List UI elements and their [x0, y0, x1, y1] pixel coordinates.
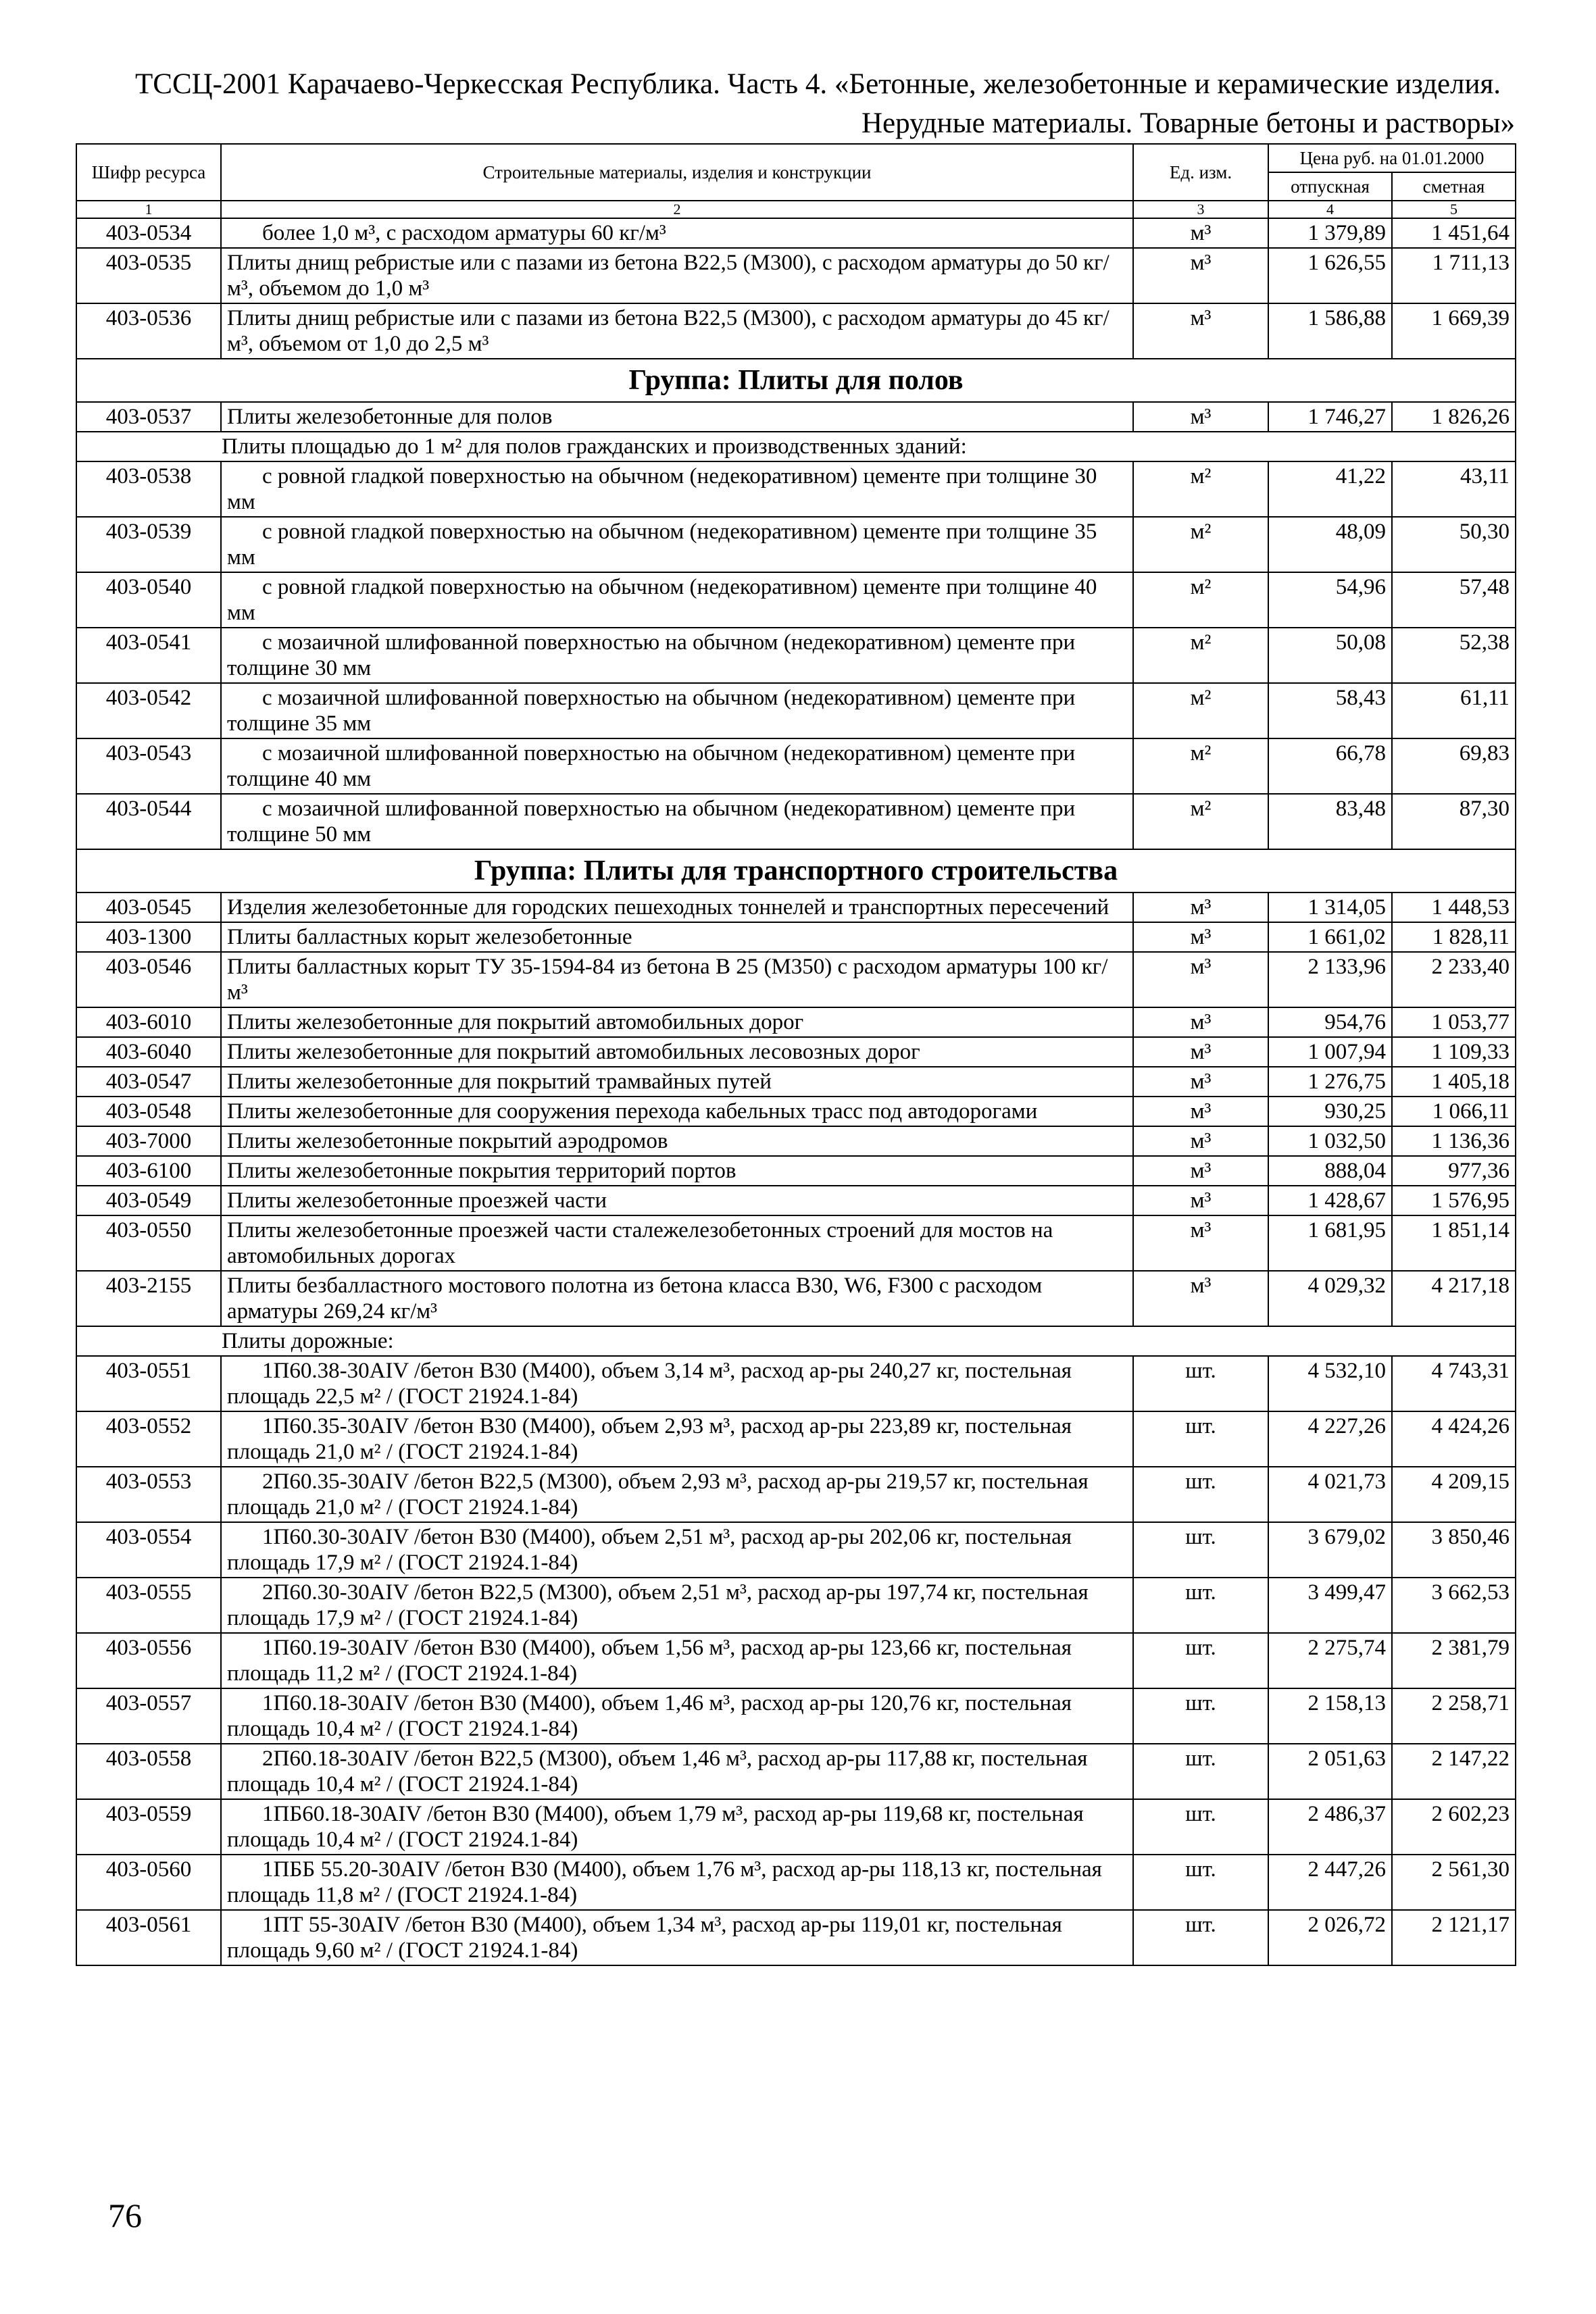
unit-cell: шт. [1133, 1688, 1268, 1744]
table-row [76, 1910, 1516, 1965]
resource-code-cell: 403-0535 [76, 248, 221, 303]
price-table-body [76, 218, 1516, 1965]
unit-cell: м² [1133, 738, 1268, 794]
resource-code-cell: 403-0560 [76, 1855, 221, 1910]
unit-cell: шт. [1133, 1411, 1268, 1467]
unit-cell: м³ [1133, 892, 1268, 922]
release-price-cell: 1 586,88 [1268, 303, 1392, 359]
release-price-cell: 3 499,47 [1268, 1578, 1392, 1633]
unit-cell: м³ [1133, 402, 1268, 432]
resource-code-cell: 403-6040 [76, 1037, 221, 1067]
estimate-price-cell: 1 451,64 [1392, 218, 1516, 248]
release-price-cell: 54,96 [1268, 572, 1392, 628]
table-row [76, 1411, 1516, 1467]
release-price-cell: 48,09 [1268, 517, 1392, 572]
material-name-cell: с ровной гладкой поверхностью на обычном (недекоративном) цементе при толщине 35 мм [221, 517, 1133, 572]
column-number: 2 [221, 201, 1133, 218]
table-row [76, 461, 1516, 517]
table-row [76, 1271, 1516, 1326]
release-price-cell: 2 026,72 [1268, 1910, 1392, 1965]
estimate-price-cell: 1 826,26 [1392, 402, 1516, 432]
material-name-cell: 1ПБ60.18-30AIV /бетон В30 (М400), объем 1,79 м³, расход ар-ры 119,68 кг, постельная площадь 10,4 м² / (ГОСТ 21924.1-84) [221, 1799, 1133, 1855]
resource-code-cell: 403-1300 [76, 922, 221, 952]
resource-code-cell: 403-2155 [76, 1271, 221, 1326]
estimate-price-cell: 1 828,11 [1392, 922, 1516, 952]
table-row [76, 218, 1516, 248]
table-row [76, 517, 1516, 572]
estimate-price-cell: 977,36 [1392, 1156, 1516, 1186]
release-price-cell: 1 032,50 [1268, 1126, 1392, 1156]
resource-code-cell: 403-0554 [76, 1522, 221, 1578]
unit-cell: шт. [1133, 1356, 1268, 1411]
release-price-cell: 3 679,02 [1268, 1522, 1392, 1578]
resource-code-cell: 403-0541 [76, 628, 221, 683]
table-row [76, 1467, 1516, 1522]
table-row [76, 683, 1516, 738]
unit-cell: м³ [1133, 1156, 1268, 1186]
table-row [76, 1633, 1516, 1688]
material-name-cell: с мозаичной шлифованной поверхностью на обычном (недекоративном) цементе при толщине 30 мм [221, 628, 1133, 683]
unit-cell: м³ [1133, 1037, 1268, 1067]
estimate-price-cell: 3 850,46 [1392, 1522, 1516, 1578]
release-price-cell: 66,78 [1268, 738, 1392, 794]
estimate-price-cell: 57,48 [1392, 572, 1516, 628]
material-name-cell: Плиты железобетонные для покрытий автомобильных лесовозных дорог [221, 1037, 1133, 1067]
release-price-cell: 1 276,75 [1268, 1067, 1392, 1097]
resource-code-cell: 403-0557 [76, 1688, 221, 1744]
release-price-cell: 1 379,89 [1268, 218, 1392, 248]
material-name-cell: Плиты железобетонные покрытия территорий портов [221, 1156, 1133, 1186]
material-name-cell: Плиты железобетонные проезжей части сталежелезобетонных строений для мостов на автомобильных дорогах [221, 1215, 1133, 1271]
estimate-price-cell: 50,30 [1392, 517, 1516, 572]
material-name-cell: 1П60.35-30AIV /бетон В30 (М400), объем 2,93 м³, расход ар-ры 223,89 кг, постельная площадь 21,0 м² / (ГОСТ 21924.1-84) [221, 1411, 1133, 1467]
material-name-cell: 1П60.38-30AIV /бетон В30 (М400), объем 3,14 м³, расход ар-ры 240,27 кг, постельная площадь 22,5 м² / (ГОСТ 21924.1-84) [221, 1356, 1133, 1411]
price-table [76, 143, 1516, 1966]
release-price-cell: 2 158,13 [1268, 1688, 1392, 1744]
estimate-price-cell: 2 561,30 [1392, 1855, 1516, 1910]
estimate-price-cell: 2 381,79 [1392, 1633, 1516, 1688]
table-row [76, 1578, 1516, 1633]
release-price-cell: 4 227,26 [1268, 1411, 1392, 1467]
unit-cell: шт. [1133, 1633, 1268, 1688]
resource-code-cell: 403-0559 [76, 1799, 221, 1855]
material-name-cell: 1П60.19-30AIV /бетон В30 (М400), объем 1,56 м³, расход ар-ры 123,66 кг, постельная площадь 11,2 м² / (ГОСТ 21924.1-84) [221, 1633, 1133, 1688]
estimate-price-cell: 1 669,39 [1392, 303, 1516, 359]
estimate-price-cell: 2 147,22 [1392, 1744, 1516, 1799]
resource-code-cell: 403-0558 [76, 1744, 221, 1799]
resource-code-cell: 403-0553 [76, 1467, 221, 1522]
material-name-cell: 2П60.30-30AIV /бетон В22,5 (М300), объем 2,51 м³, расход ар-ры 197,74 кг, постельная площадь 17,9 м² / (ГОСТ 21924.1-84) [221, 1578, 1133, 1633]
material-name-cell: Плиты днищ ребристые или с пазами из бетона В22,5 (М300), с расходом арматуры до 45 кг/м³, объемом от 1,0 до 2,5 м³ [221, 303, 1133, 359]
release-price-cell: 954,76 [1268, 1007, 1392, 1037]
table-row [76, 1688, 1516, 1744]
estimate-price-cell: 43,11 [1392, 461, 1516, 517]
unit-cell: м³ [1133, 1067, 1268, 1097]
group-heading: Группа: Плиты для транспортного строительства [76, 849, 1516, 892]
column-number: 3 [1133, 201, 1268, 218]
resource-code-cell: 403-6100 [76, 1156, 221, 1186]
estimate-price-cell: 3 662,53 [1392, 1578, 1516, 1633]
material-name-cell: 1П60.30-30AIV /бетон В30 (М400), объем 2,51 м³, расход ар-ры 202,06 кг, постельная площадь 17,9 м² / (ГОСТ 21924.1-84) [221, 1522, 1133, 1578]
estimate-price-cell: 52,38 [1392, 628, 1516, 683]
table-row [76, 794, 1516, 849]
table-row [76, 1097, 1516, 1126]
unit-cell: шт. [1133, 1855, 1268, 1910]
table-row [76, 1037, 1516, 1067]
material-name-cell: с ровной гладкой поверхностью на обычном (недекоративном) цементе при толщине 30 мм [221, 461, 1133, 517]
resource-code-cell: 403-0549 [76, 1186, 221, 1215]
table-row [76, 1215, 1516, 1271]
release-price-cell: 1 626,55 [1268, 248, 1392, 303]
resource-code-cell: 403-0556 [76, 1633, 221, 1688]
column-numbers-row [76, 201, 1516, 218]
material-name-cell: 1П60.18-30AIV /бетон В30 (М400), объем 1,46 м³, расход ар-ры 120,76 кг, постельная площадь 10,4 м² / (ГОСТ 21924.1-84) [221, 1688, 1133, 1744]
unit-cell: шт. [1133, 1799, 1268, 1855]
unit-cell: м² [1133, 794, 1268, 849]
unit-cell: м³ [1133, 1097, 1268, 1126]
release-price-cell: 1 746,27 [1268, 402, 1392, 432]
material-name-cell: с ровной гладкой поверхностью на обычном (недекоративном) цементе при толщине 40 мм [221, 572, 1133, 628]
estimate-price-cell: 1 405,18 [1392, 1067, 1516, 1097]
column-header-unit: Ед. изм. [1133, 144, 1268, 201]
material-name-cell: с мозаичной шлифованной поверхностью на обычном (недекоративном) цементе при толщине 40 мм [221, 738, 1133, 794]
resource-code-cell: 403-0540 [76, 572, 221, 628]
resource-code-cell: 403-0534 [76, 218, 221, 248]
resource-code-cell: 403-0551 [76, 1356, 221, 1411]
resource-code-cell: 403-0542 [76, 683, 221, 738]
release-price-cell: 2 133,96 [1268, 952, 1392, 1007]
material-name-cell: Плиты железобетонные для покрытий трамвайных путей [221, 1067, 1133, 1097]
subheading-row [76, 1326, 1516, 1356]
release-price-cell: 4 021,73 [1268, 1467, 1392, 1522]
table-row [76, 1744, 1516, 1799]
resource-code-cell: 403-0545 [76, 892, 221, 922]
estimate-price-cell: 4 424,26 [1392, 1411, 1516, 1467]
unit-cell: м³ [1133, 218, 1268, 248]
price-table-header [76, 144, 1516, 218]
material-name-cell: Плиты железобетонные проезжей части [221, 1186, 1133, 1215]
unit-cell: м² [1133, 628, 1268, 683]
release-price-cell: 50,08 [1268, 628, 1392, 683]
column-header-price-group: Цена руб. на 01.01.2000 [1268, 144, 1516, 172]
material-name-cell: Плиты балластных корыт железобетонные [221, 922, 1133, 952]
estimate-price-cell: 1 136,36 [1392, 1126, 1516, 1156]
page-number: 76 [108, 2196, 142, 2234]
table-row [76, 402, 1516, 432]
material-name-cell: 2П60.35-30AIV /бетон В22,5 (М300), объем 2,93 м³, расход ар-ры 219,57 кг, постельная площадь 21,0 м² / (ГОСТ 21924.1-84) [221, 1467, 1133, 1522]
release-price-cell: 2 447,26 [1268, 1855, 1392, 1910]
table-row [76, 303, 1516, 359]
estimate-price-cell: 2 602,23 [1392, 1799, 1516, 1855]
release-price-cell: 1 681,95 [1268, 1215, 1392, 1271]
column-header-price-estimate: сметная [1392, 172, 1516, 201]
table-row [76, 1356, 1516, 1411]
material-name-cell: 2П60.18-30AIV /бетон В22,5 (М300), объем 1,46 м³, расход ар-ры 117,88 кг, постельная площадь 10,4 м² / (ГОСТ 21924.1-84) [221, 1744, 1133, 1799]
material-name-cell: 1ПТ 55-30AIV /бетон В30 (М400), объем 1,34 м³, расход ар-ры 119,01 кг, постельная площадь 9,60 м² / (ГОСТ 21924.1-84) [221, 1910, 1133, 1965]
release-price-cell: 1 661,02 [1268, 922, 1392, 952]
release-price-cell: 58,43 [1268, 683, 1392, 738]
material-name-cell: Плиты железобетонные для полов [221, 402, 1133, 432]
subheading: Плиты площадью до 1 м² для полов гражданских и производственных зданий: [76, 432, 1516, 461]
estimate-price-cell: 2 233,40 [1392, 952, 1516, 1007]
resource-code-cell: 403-0539 [76, 517, 221, 572]
estimate-price-cell: 1 066,11 [1392, 1097, 1516, 1126]
unit-cell: м³ [1133, 248, 1268, 303]
table-row [76, 1156, 1516, 1186]
estimate-price-cell: 1 851,14 [1392, 1215, 1516, 1271]
resource-code-cell: 403-0552 [76, 1411, 221, 1467]
estimate-price-cell: 2 121,17 [1392, 1910, 1516, 1965]
estimate-price-cell: 61,11 [1392, 683, 1516, 738]
unit-cell: м³ [1133, 1186, 1268, 1215]
unit-cell: шт. [1133, 1578, 1268, 1633]
group-heading: Группа: Плиты для полов [76, 359, 1516, 402]
material-name-cell: Плиты железобетонные для сооружения перехода кабельных трасс под автодорогами [221, 1097, 1133, 1126]
resource-code-cell: 403-7000 [76, 1126, 221, 1156]
unit-cell: м³ [1133, 1007, 1268, 1037]
material-name-cell: Изделия железобетонные для городских пешеходных тоннелей и транспортных пересечений [221, 892, 1133, 922]
column-number: 1 [76, 201, 221, 218]
subheading-row [76, 432, 1516, 461]
table-row [76, 1855, 1516, 1910]
release-price-cell: 1 428,67 [1268, 1186, 1392, 1215]
release-price-cell: 4 029,32 [1268, 1271, 1392, 1326]
material-name-cell: Плиты железобетонные покрытий аэродромов [221, 1126, 1133, 1156]
release-price-cell: 930,25 [1268, 1097, 1392, 1126]
unit-cell: м³ [1133, 952, 1268, 1007]
resource-code-cell: 403-0536 [76, 303, 221, 359]
release-price-cell: 1 314,05 [1268, 892, 1392, 922]
estimate-price-cell: 4 743,31 [1392, 1356, 1516, 1411]
table-row [76, 572, 1516, 628]
table-row [76, 952, 1516, 1007]
column-number: 5 [1392, 201, 1516, 218]
unit-cell: м³ [1133, 1215, 1268, 1271]
resource-code-cell: 403-0543 [76, 738, 221, 794]
material-name-cell: Плиты балластных корыт ТУ 35-1594-84 из бетона В 25 (М350) с расходом арматуры 100 кг/м³ [221, 952, 1133, 1007]
table-row [76, 248, 1516, 303]
estimate-price-cell: 1 053,77 [1392, 1007, 1516, 1037]
resource-code-cell: 403-0544 [76, 794, 221, 849]
material-name-cell: Плиты железобетонные для покрытий автомобильных дорог [221, 1007, 1133, 1037]
unit-cell: шт. [1133, 1467, 1268, 1522]
unit-cell: м³ [1133, 1271, 1268, 1326]
material-name-cell: 1ПББ 55.20-30AIV /бетон В30 (М400), объем 1,76 м³, расход ар-ры 118,13 кг, постельная площадь 11,8 м² / (ГОСТ 21924.1-84) [221, 1855, 1133, 1910]
resource-code-cell: 403-0546 [76, 952, 221, 1007]
estimate-price-cell: 4 217,18 [1392, 1271, 1516, 1326]
unit-cell: м² [1133, 517, 1268, 572]
estimate-price-cell: 1 109,33 [1392, 1037, 1516, 1067]
resource-code-cell: 403-0548 [76, 1097, 221, 1126]
unit-cell: шт. [1133, 1744, 1268, 1799]
group-heading-row [76, 849, 1516, 892]
unit-cell: м³ [1133, 303, 1268, 359]
table-row [76, 1126, 1516, 1156]
column-header-price-release: отпускная [1268, 172, 1392, 201]
resource-code-cell: 403-0547 [76, 1067, 221, 1097]
group-heading-row [76, 359, 1516, 402]
release-price-cell: 1 007,94 [1268, 1037, 1392, 1067]
estimate-price-cell: 4 209,15 [1392, 1467, 1516, 1522]
estimate-price-cell: 2 258,71 [1392, 1688, 1516, 1744]
release-price-cell: 2 275,74 [1268, 1633, 1392, 1688]
table-row [76, 628, 1516, 683]
table-row [76, 892, 1516, 922]
subheading: Плиты дорожные: [76, 1326, 1516, 1356]
table-row [76, 922, 1516, 952]
material-name-cell: Плиты днищ ребристые или с пазами из бетона В22,5 (М300), с расходом арматуры до 50 кг/м³, объемом до 1,0 м³ [221, 248, 1133, 303]
table-row [76, 738, 1516, 794]
unit-cell: м² [1133, 461, 1268, 517]
table-row [76, 1186, 1516, 1215]
material-name-cell: с мозаичной шлифованной поверхностью на обычном (недекоративном) цементе при толщине 50 мм [221, 794, 1133, 849]
release-price-cell: 83,48 [1268, 794, 1392, 849]
header-title-line-2: Нерудные материалы. Товарные бетоны и растворы» [861, 107, 1515, 139]
resource-code-cell: 403-0550 [76, 1215, 221, 1271]
table-row [76, 1522, 1516, 1578]
estimate-price-cell: 87,30 [1392, 794, 1516, 849]
material-name-cell: Плиты безбалластного мостового полотна из бетона класса В30, W6, F300 с расходом арматуры 269,24 кг/м³ [221, 1271, 1133, 1326]
resource-code-cell: 403-0555 [76, 1578, 221, 1633]
unit-cell: м³ [1133, 922, 1268, 952]
material-name-cell: с мозаичной шлифованной поверхностью на обычном (недекоративном) цементе при толщине 35 мм [221, 683, 1133, 738]
release-price-cell: 2 486,37 [1268, 1799, 1392, 1855]
column-header-name: Строительные материалы, изделия и конструкции [221, 144, 1133, 201]
material-name-cell: более 1,0 м³, с расходом арматуры 60 кг/м³ [221, 218, 1133, 248]
release-price-cell: 4 532,10 [1268, 1356, 1392, 1411]
release-price-cell: 2 051,63 [1268, 1744, 1392, 1799]
unit-cell: м² [1133, 683, 1268, 738]
column-number: 4 [1268, 201, 1392, 218]
resource-code-cell: 403-0537 [76, 402, 221, 432]
estimate-price-cell: 1 448,53 [1392, 892, 1516, 922]
table-row [76, 1799, 1516, 1855]
header-title-line-1: ТССЦ-2001 Карачаево-Черкесская Республика. Часть 4. «Бетонные, железобетонные и керамические изделия. [135, 68, 1501, 100]
estimate-price-cell: 69,83 [1392, 738, 1516, 794]
estimate-price-cell: 1 711,13 [1392, 248, 1516, 303]
unit-cell: шт. [1133, 1910, 1268, 1965]
unit-cell: м³ [1133, 1126, 1268, 1156]
table-row [76, 1007, 1516, 1037]
unit-cell: шт. [1133, 1522, 1268, 1578]
release-price-cell: 41,22 [1268, 461, 1392, 517]
document-header [76, 65, 1515, 143]
table-row [76, 1067, 1516, 1097]
resource-code-cell: 403-6010 [76, 1007, 221, 1037]
estimate-price-cell: 1 576,95 [1392, 1186, 1516, 1215]
column-header-code: Шифр ресурса [76, 144, 221, 201]
resource-code-cell: 403-0561 [76, 1910, 221, 1965]
resource-code-cell: 403-0538 [76, 461, 221, 517]
unit-cell: м² [1133, 572, 1268, 628]
release-price-cell: 888,04 [1268, 1156, 1392, 1186]
